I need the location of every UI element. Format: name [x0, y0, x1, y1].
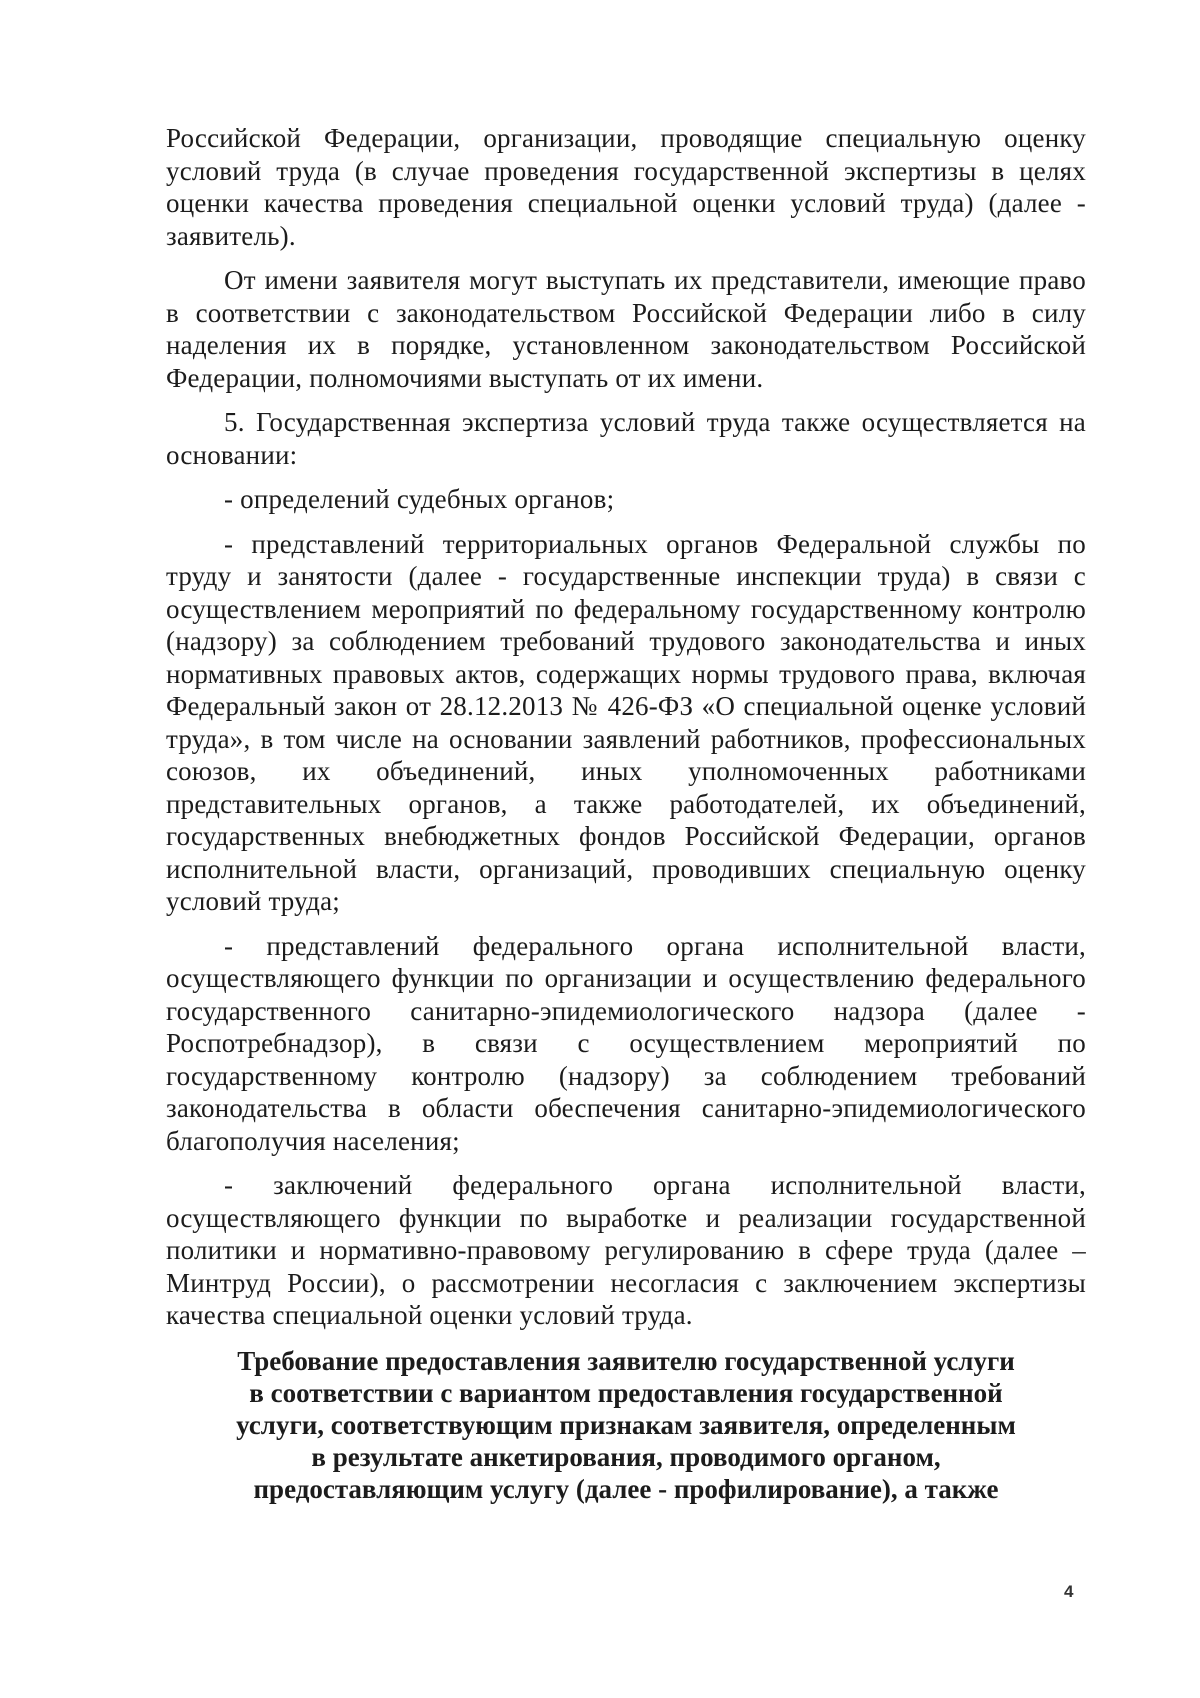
paragraph-7: - заключений федерального органа исполнительной власти, осуществляющего функции по выработке и реализации государственной политики и нормативно-правовому регулированию в сфере труда (далее – Минтруд России), о рассмотрении несогласия с заключением экспертизы качества специальной оценки условий труда.	[166, 1170, 1086, 1330]
section-heading	[166, 1345, 1086, 1505]
page-number: 4	[1064, 1582, 1074, 1601]
paragraph-4: - определений судебных органов;	[224, 484, 615, 514]
heading-line-4: в результате анкетирования, проводимого органом,	[311, 1442, 941, 1472]
paragraph-6: - представлений федерального органа исполнительной власти, осуществляющего функции по организации и осуществлению федерального государственного санитарно-эпидемиологического надзора (далее - Роспотребнадзор), в связи с осуществлением мероприятий по государственному контролю (надзору) за соблюдением требований законодательства в области обеспечения санитарно-эпидемиологического благополучия населения;	[166, 930, 1086, 1156]
paragraph-1: Российской Федерации, организации, проводящие специальную оценку условий труда (в случае проведения государственной экспертизы в целях оценки качества проведения специальной оценки условий труда) (далее - заявитель).	[166, 123, 1086, 251]
heading-line-1: Требование предоставления заявителю государственной услуги	[237, 1346, 1015, 1376]
heading-line-5: предоставляющим услугу (далее - профилирование), а также	[253, 1474, 999, 1504]
body-text	[166, 122, 1086, 1344]
paragraph-2: От имени заявителя могут выступать их представители, имеющие право в соответствии с законодательством Российской Федерации либо в силу наделения их в порядке, установленном законодательством Российской Федерации, полномочиями выступать от их имени.	[166, 265, 1086, 393]
paragraph-3: 5. Государственная экспертиза условий труда также осуществляется на основании:	[166, 407, 1086, 470]
paragraph-5: - представлений территориальных органов Федеральной службы по труду и занятости (далее - государственные инспекции труда) в связи с осуществлением мероприятий по федеральному государственному контролю (надзору) за соблюдением требований трудового законодательства и иных нормативных правовых актов, содержащих нормы трудового права, включая Федеральный закон от 28.12.2013 № 426-ФЗ «О специальной оценке условий труда», в том числе на основании заявлений работников, профессиональных союзов, их объединений, иных уполномоченных работниками представительных органов, а также работодателей, их объединений, государственных внебюджетных фондов Российской Федерации, органов исполнительной власти, организаций, проводивших специальную оценку условий труда;	[166, 528, 1086, 916]
heading-line-2: в соответствии с вариантом предоставления государственной	[249, 1378, 1003, 1408]
heading-line-3: услуги, соответствующим признакам заявителя, определенным	[236, 1410, 1016, 1440]
